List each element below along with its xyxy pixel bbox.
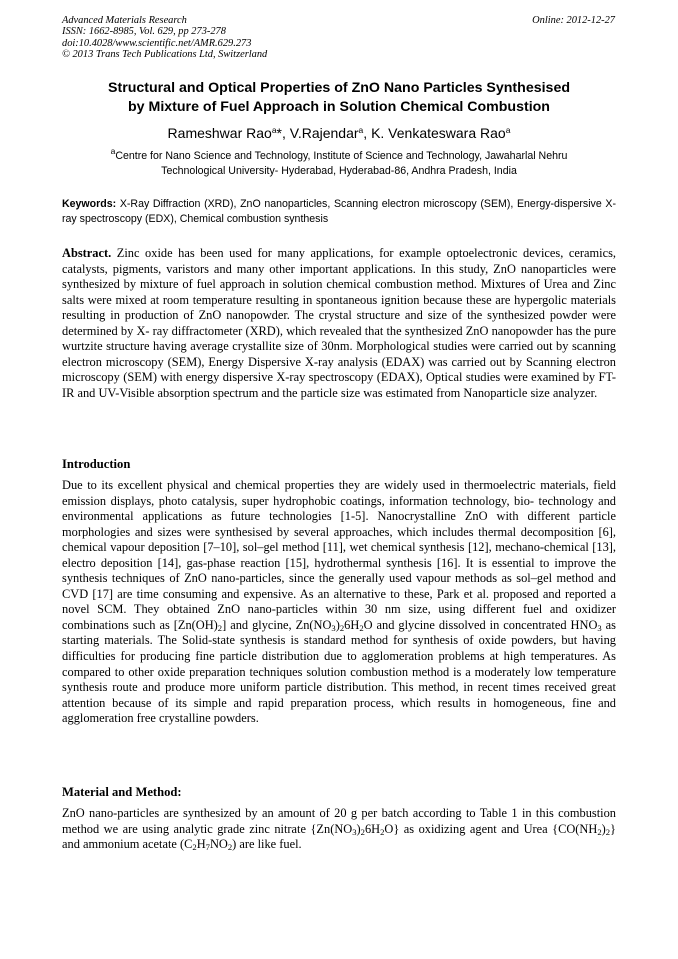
intro-sub-1: 2 <box>217 622 223 633</box>
affiliation-text-1: Centre for Nano Science and Technology, Institute of Science and Technology, Jawaharlal Nehru <box>115 150 568 162</box>
affiliation-line-2: Technological University- Hyderabad, Hyderabad-86, Andhra Pradesh, India <box>161 164 517 177</box>
intro-text-2: ] and glycine, Zn(NO <box>222 617 332 632</box>
intro-text-3: ) <box>335 617 340 632</box>
copyright-line: © 2013 Trans Tech Publications Ltd, Switzerland <box>62 49 268 61</box>
paper-title <box>40 79 638 117</box>
method-text-6: } and ammonium acetate (C <box>62 821 616 852</box>
method-text-3: 6H <box>364 821 381 836</box>
affiliation <box>62 146 616 178</box>
introduction-paragraph <box>62 478 616 727</box>
method-sub-8: 2 <box>227 842 233 853</box>
method-text-5: ) <box>601 821 606 836</box>
author-1: Rameshwar Rao <box>167 125 272 141</box>
author-separator: , <box>363 125 372 141</box>
doi-line: doi:10.4028/www.scientific.net/AMR.629.273 <box>62 37 252 49</box>
method-text-1: ZnO nano-particles are synthesized by an amount of 20 g per batch according to Table 1 in this combustion method we are using analytic grade zinc nitrate {Zn(NO <box>62 806 616 836</box>
method-paragraph <box>62 806 616 853</box>
method-sub-7: 7 <box>205 842 210 853</box>
intro-text-6: as starting materials. The Solid-state synthesis is standard method for synthesis of oxide powders, but having difficulties for producing fine particle distribution due to agglomeration problems at high temperatures. As compared to other oxide preparation techniques solution combustion method is a moderately low temperature synthesis route and produce more uniform particle distribution. This method, in recent times received great attention because of its simple and rapid preparation process, which results in homogeneous, fine and agglomeration free crystalline powders. <box>62 617 617 726</box>
journal-name: Advanced Materials Research <box>62 15 187 26</box>
author-3: K. Venkateswara Rao <box>371 125 506 141</box>
affiliation-mark: a <box>110 146 116 156</box>
online-date: Online: 2012-12-27 <box>532 15 615 26</box>
introduction-heading: Introduction <box>62 457 131 471</box>
title-line-2: by Mixture of Fuel Approach in Solution Chemical Combustion <box>128 99 550 115</box>
abstract-label: Abstract. <box>62 246 112 260</box>
abstract-text: Zinc oxide has been used for many applications, for example optoelectronic devices, ceramics, catalysts, pigments, varistors and many other important applications. In this study, ZnO nanoparticles were synthesized by mixture of fuel approach in solution chemical combustion method. Mixtures of Urea and Zinc salts were mixed at room temperature resulting in spontaneous ignition because these are hypergolic materials resulting in production of ZnO nanopowder. The crystal structure and size of the synthesized powder were determined by X- ray diffractometer (XRD), which revealed that the synthesized ZnO nanopowder has the pure wurtzite structure having average crystallite size of 30nm. Morphological studies were carried out by scanning electron microscopy (SEM), Energy Dispersive X-ray analysis (EDAX) was carried out by Scanning electron microscopy (SEM) with energy dispersive X-ray spectroscopy (EDAX), Optical studies were examined by FT-IR and UV-Visible absorption spectrum and the particle size was estimated from Nanoparticle size analyzer. <box>62 246 616 400</box>
method-text-8: NO <box>209 837 228 852</box>
intro-text-5: O and glycine dissolved in concentrated HNO <box>363 617 598 632</box>
method-heading: Material and Method: <box>62 785 182 799</box>
author-1-affil-mark: a <box>271 125 277 135</box>
method-sub-5: 2 <box>605 826 611 837</box>
intro-sub-2: 3 <box>331 622 336 633</box>
journal-header <box>62 15 267 61</box>
intro-sub-4: 2 <box>359 622 364 633</box>
method-sub-4: 2 <box>597 826 602 837</box>
author-list <box>40 124 638 142</box>
keywords-text: X-Ray Diffraction (XRD), ZnO nanoparticles, Scanning electron microscopy (SEM), Energy-dispersive X-ray spectroscopy (EDX), Chemical combustion synthesis <box>62 198 616 225</box>
issn-line: ISSN: 1662-8985, Vol. 629, pp 273-278 <box>62 26 226 38</box>
intro-sub-5: 3 <box>597 622 602 633</box>
method-sub-3: 2 <box>380 826 385 837</box>
method-text-7: H <box>196 837 206 852</box>
method-text-9: ) are like fuel. <box>232 837 302 852</box>
affiliation-line-1 <box>62 146 616 164</box>
method-text-2: ) <box>356 821 361 836</box>
author-2-affil-mark: a <box>358 125 364 135</box>
method-text-4: O} as oxidizing agent and Urea {CO(NH <box>384 821 598 836</box>
method-sub-6: 2 <box>192 842 197 853</box>
intro-text-4: 6H <box>344 617 360 632</box>
method-sub-1: 3 <box>352 826 357 837</box>
keywords-label: Keywords: <box>62 198 117 210</box>
title-line-1: Structural and Optical Properties of ZnO Nano Particles Synthesised <box>108 80 570 96</box>
corresponding-mark: *, <box>276 125 290 141</box>
keywords <box>62 197 616 227</box>
author-3-affil-mark: a <box>505 125 511 135</box>
intro-sub-3: 2 <box>339 622 345 633</box>
intro-text-1: Due to its excellent physical and chemical properties they are widely used in thermoelectric materials, field emission displays, photo catalysis, super hydrophobic coatings, information technology, bio- technology and environmental applications as future technologies [1-5]. Nanocrystalline ZnO with different particle morphologies and sizes were synthesised by several approaches, which includes thermal decomposition [6], chemical vapour deposition [7–10], sol–gel method [11], wet chemical synthesis [12], mechano-chemical [13], electro deposition [14], gas-phase reaction [15], hydrothermal synthesis [16]. It is essential to improve the synthesis techniques of ZnO nano-particles, since the generally used vapour methods as sol–gel method and CVD [17] are time consuming and expensive. As an alternative to these, Park et al. proposed and reported a novel SCM. They obtained ZnO nano-particles within 30 nm size, using different fuel and oxidizer combinations such as [Zn(OH) <box>62 478 616 632</box>
abstract <box>62 246 616 401</box>
method-sub-2: 2 <box>360 826 365 837</box>
author-2: V.Rajendar <box>289 125 359 141</box>
